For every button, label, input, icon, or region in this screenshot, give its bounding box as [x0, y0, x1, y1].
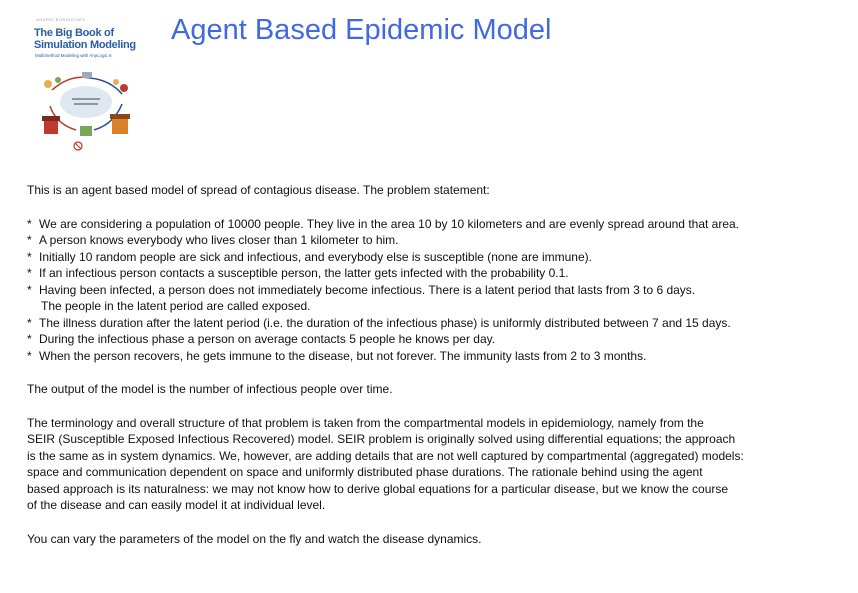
list-item: * During the infectious phase a person on average contacts 5 people he knows per day.: [27, 332, 496, 346]
cover-illustration: [30, 60, 140, 154]
book-title: The Big Book of Simulation Modeling: [34, 27, 136, 51]
bullet-marker: *: [27, 233, 32, 247]
model-description: [27, 182, 827, 547]
list-item: * We are considering a population of 10000 people. They live in the area 10 by 10 kilometers and are evenly spread around that area.: [27, 216, 740, 231]
closing-text: You can vary the parameters of the model on the fly and watch the disease dynamics.: [27, 531, 482, 546]
bullet-marker: *: [27, 315, 32, 330]
problem-statement-list: [27, 216, 827, 365]
book-authors: ANDREI BORSHCHEV: [36, 17, 86, 22]
bullet-marker: *: [27, 216, 32, 231]
bullet-marker: *: [27, 332, 32, 346]
bullet-marker: *: [27, 348, 32, 363]
terminology-paragraph: The terminology and overall structure of that problem is taken from the compartmental models in epidemiology, namely from the SEIR (Susceptible Exposed Infectious Recovered) model. SEIR problem is originally solved using differential equations; the approach is the same as in system dynamics. We, however, are adding details that are not well captured by compartmental (aggregated) models: space and communication dependent on space and uniformly distributed phase durations. The rationale behind using the agent based approach is its naturalness: we may not know how to derive global equations for a particular disease, but we know the course of the disease and can easily model it at individual level.: [27, 415, 744, 512]
bullet-marker: *: [27, 282, 32, 297]
output-text: The output of the model is the number of infectious people over time.: [27, 382, 393, 396]
list-item: * When the person recovers, he gets immune to the disease, but not forever. The immunity lasts from 2 to 3 months.: [27, 348, 647, 363]
list-item: * The illness duration after the latent period (i.e. the duration of the infectious phase) is uniformly distributed between 7 and 15 days.: [27, 315, 731, 330]
list-item: * If an infectious person contacts a susceptible person, the latter gets infected with the probability 0.1.: [27, 266, 569, 280]
list-item: * Having been infected, a person does not immediately become infectious. There is a latent period that lasts from 3 to 6 days.: [27, 282, 696, 297]
book-cover-image: [30, 14, 140, 154]
list-item: * Initially 10 random people are sick and infectious, and everybody else is susceptible (none are immune).: [27, 249, 592, 264]
list-item-continuation: The people in the latent period are called exposed.: [41, 299, 311, 313]
bullet-marker: *: [27, 249, 32, 264]
list-item: * A person knows everybody who lives closer than 1 kilometer to him.: [27, 233, 399, 247]
book-subtitle: Multimethod Modeling with AnyLogic 6: [35, 53, 112, 58]
bullet-marker: *: [27, 266, 32, 280]
intro-text: This is an agent based model of spread of contagious disease. The problem statement:: [27, 183, 490, 197]
page-title: Agent Based Epidemic Model: [171, 14, 552, 46]
